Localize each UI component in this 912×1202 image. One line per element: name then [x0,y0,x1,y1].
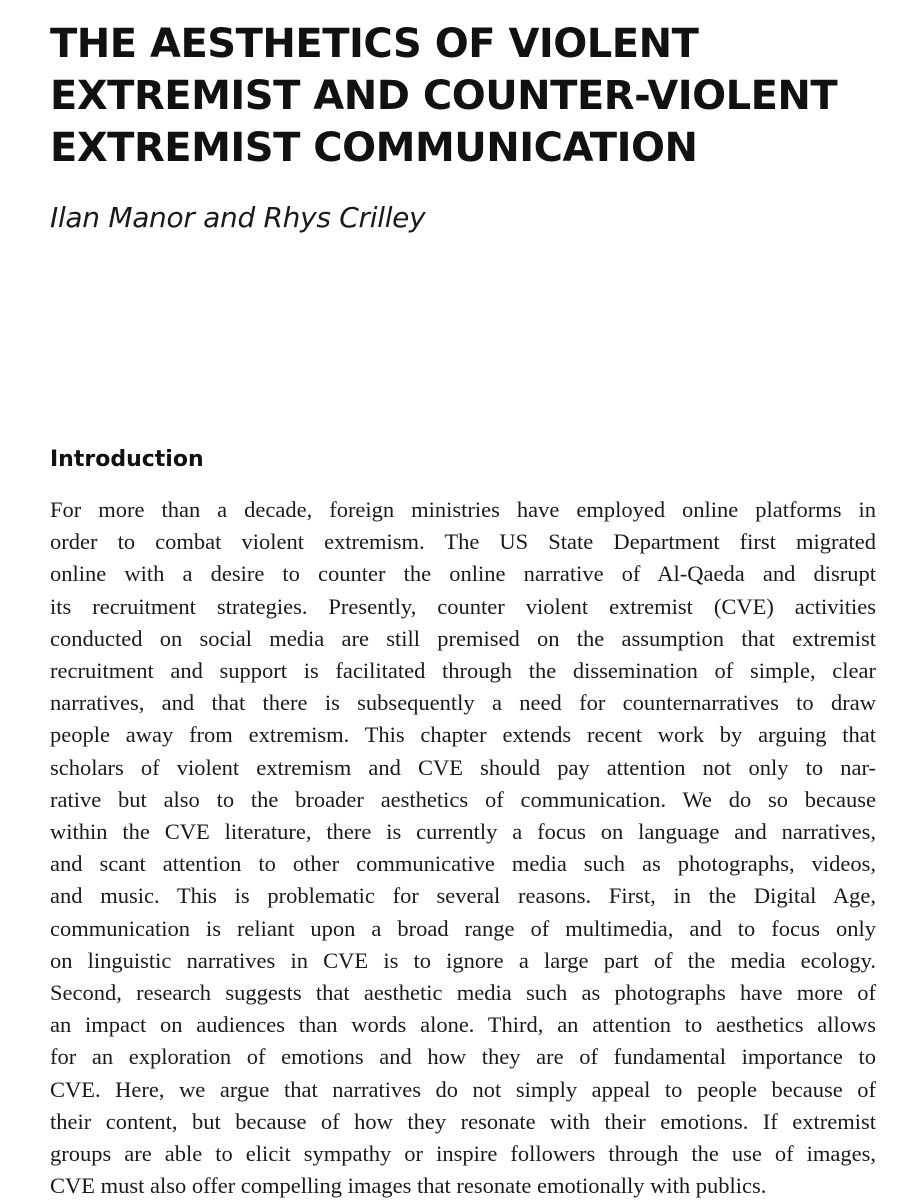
chapter-title-line: THE AESTHETICS OF VIOLENT [50,21,699,67]
paragraph-line: its recruitment strategies. Presently, counter violent extremist (CVE) activities [50,593,876,619]
paragraph-line: for an exploration of emotions and how they are of fundamental importance to [50,1044,876,1070]
paragraph-line: rative but also to the broader aesthetics of communication. We do so because [50,786,876,812]
paragraph-line: communication is reliant upon a broad range of multimedia, and to focus only [50,915,876,941]
paragraph-line: CVE must also offer compelling images that resonate emotionally with publics. [50,1173,767,1199]
intro-paragraph [50,494,876,1202]
section-heading: Introduction [50,447,204,472]
paragraph-line: and scant attention to other communicative media such as photographs, videos, [50,851,876,877]
paragraph-line: and music. This is problematic for several reasons. First, in the Digital Age, [50,883,876,909]
paragraph-line: their content, but because of how they resonate with their emotions. If extremist [50,1108,876,1134]
paragraph-line: online with a desire to counter the online narrative of Al-Qaeda and disrupt [50,561,876,587]
paragraph-line: on linguistic narratives in CVE is to ignore a large part of the media ecology. [50,947,876,973]
paragraph-line: within the CVE literature, there is currently a focus on language and narratives, [50,819,876,845]
paragraph-line: Second, research suggests that aesthetic media such as photographs have more of [50,980,876,1006]
paragraph-line: For more than a decade, foreign ministries have employed online platforms in [50,497,876,522]
paragraph-line: scholars of violent extremism and CVE should pay attention not only to nar- [50,754,876,780]
chapter-title-line: EXTREMIST AND COUNTER-VIOLENT [50,73,838,119]
paragraph-line: people away from extremism. This chapter extends recent work by arguing that [50,722,876,748]
paragraph-line: recruitment and support is facilitated through the dissemination of simple, clear [50,658,876,684]
paragraph-line: narratives, and that there is subsequently a need for counternarratives to draw [50,690,876,716]
paragraph-line: an impact on audiences than words alone. Third, an attention to aesthetics allows [50,1012,876,1038]
paragraph-line: groups are able to elicit sympathy or inspire followers through the use of images, [50,1141,876,1167]
chapter-authors: Ilan Manor and Rhys Crilley [50,201,426,234]
chapter-title-line: EXTREMIST COMMUNICATION [50,125,698,171]
paragraph-line: order to combat violent extremism. The US State Department first migrated [50,529,876,555]
paragraph-line: conducted on social media are still premised on the assumption that extremist [50,625,876,651]
chapter-title [50,18,890,174]
paragraph-line: CVE. Here, we argue that narratives do not simply appeal to people because of [50,1076,876,1102]
